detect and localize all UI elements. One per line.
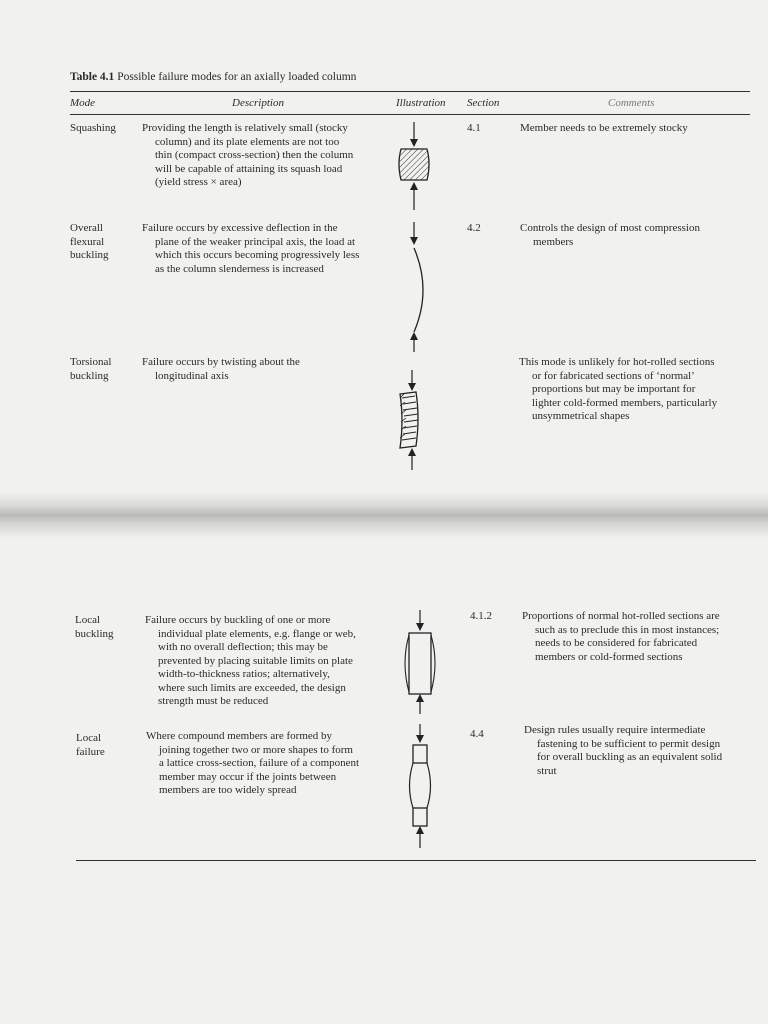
section-cell: 4.2 <box>467 222 481 234</box>
mode-cell: Local failure <box>76 732 105 758</box>
section-cell: 4.1.2 <box>470 610 492 622</box>
comment-line: proportions but may be important for <box>532 383 696 395</box>
description-line: prevented by placing suitable limits on plate <box>158 654 353 667</box>
description-line: member may occur if the joints between <box>159 770 337 783</box>
table-caption <box>70 71 356 83</box>
header-mode: Mode <box>70 97 96 109</box>
description-line: where such limits are exceeded, the design <box>158 681 346 694</box>
description-line: (yield stress × area) <box>155 176 242 188</box>
mode-cell: Overall flexural buckling <box>70 222 109 261</box>
description-line: Failure occurs by excessive deflection in the <box>142 222 338 234</box>
description-line: will be capable of attaining its squash load <box>155 162 343 175</box>
comment-line: Design rules usually require intermediate <box>524 724 706 736</box>
squashing-illustration <box>390 120 438 212</box>
mode-cell: Local buckling <box>75 614 114 640</box>
description-cell <box>145 614 400 709</box>
comment-line: members or cold-formed sections <box>535 650 683 663</box>
page-fold-shadow <box>0 492 768 538</box>
comments-cell <box>520 222 760 249</box>
flexural-buckling-illustration <box>398 220 434 352</box>
comment-line: strut <box>537 764 557 777</box>
description-line: longitudinal axis <box>155 369 229 382</box>
header-bottom-rule <box>70 114 750 115</box>
torsional-buckling-illustration <box>394 368 434 472</box>
local-buckling-illustration <box>400 608 440 716</box>
table-caption-text: Possible failure modes for an axially loaded column <box>117 71 357 83</box>
description-cell <box>142 122 392 190</box>
comments-cell <box>524 724 764 778</box>
comment-line: unsymmetrical shapes <box>532 410 630 422</box>
description-line: with no overall deflection; this may be <box>158 641 328 653</box>
description-line: width-to-thickness ratios; alternatively, <box>158 668 330 680</box>
description-line: column) and its plate elements are not too <box>155 135 340 148</box>
comment-line: This mode is unlikely for hot-rolled sections <box>519 356 715 368</box>
description-line: Where compound members are formed by <box>146 730 333 742</box>
mode-cell: Squashing <box>70 122 116 134</box>
description-cell <box>146 730 401 798</box>
comment-line: Member needs to be extremely stocky <box>520 122 688 134</box>
header-description: Description <box>232 97 284 109</box>
header-section: Section <box>467 97 500 109</box>
comment-line: Controls the design of most compression <box>520 222 700 234</box>
description-line: joining together two or more shapes to form <box>159 743 353 756</box>
header-top-rule <box>70 91 750 92</box>
description-line: Failure occurs by twisting about the <box>142 356 300 368</box>
comment-line: members <box>533 235 574 248</box>
description-line: members are too widely spread <box>159 784 297 796</box>
comments-cell <box>522 610 762 664</box>
description-line: thin (compact cross-section) then the column <box>155 149 354 161</box>
description-line: plane of the weaker principal axis, the load at <box>155 235 356 248</box>
description-line: strength must be reduced <box>158 695 269 707</box>
comments-cell <box>520 122 760 136</box>
description-line: as the column slenderness is increased <box>155 262 324 275</box>
comment-line: lighter cold-formed members, particularly <box>532 396 718 409</box>
comment-line: or for fabricated sections of ‘normal’ <box>532 369 695 382</box>
table-caption-number: Table 4.1 <box>70 71 115 83</box>
section-cell: 4.1 <box>467 122 481 134</box>
description-line: Failure occurs by buckling of one or more <box>145 614 331 626</box>
description-cell <box>142 356 392 383</box>
mode-cell: Torsional buckling <box>70 356 112 382</box>
local-failure-illustration <box>402 722 438 850</box>
comment-line: needs to be considered for fabricated <box>535 637 698 649</box>
description-line: Providing the length is relatively small (stocky <box>142 122 348 134</box>
comments-cell <box>519 356 764 424</box>
description-line: a lattice cross-section, failure of a component <box>159 757 360 769</box>
comment-line: for overall buckling as an equivalent solid <box>537 751 723 763</box>
comment-line: such as to preclude this in most instances; <box>535 623 720 636</box>
description-line: individual plate elements, e.g. flange or web, <box>158 627 356 640</box>
comment-line: fastening to be sufficient to permit design <box>537 737 721 750</box>
header-comments: Comments <box>608 97 655 109</box>
section-cell: 4.4 <box>470 728 484 740</box>
table-bottom-rule <box>76 860 756 861</box>
comment-line: Proportions of normal hot-rolled sections are <box>522 610 720 622</box>
header-illustration: Illustration <box>396 97 446 109</box>
description-cell <box>142 222 392 276</box>
description-line: which this occurs becoming progressively less <box>155 249 360 261</box>
